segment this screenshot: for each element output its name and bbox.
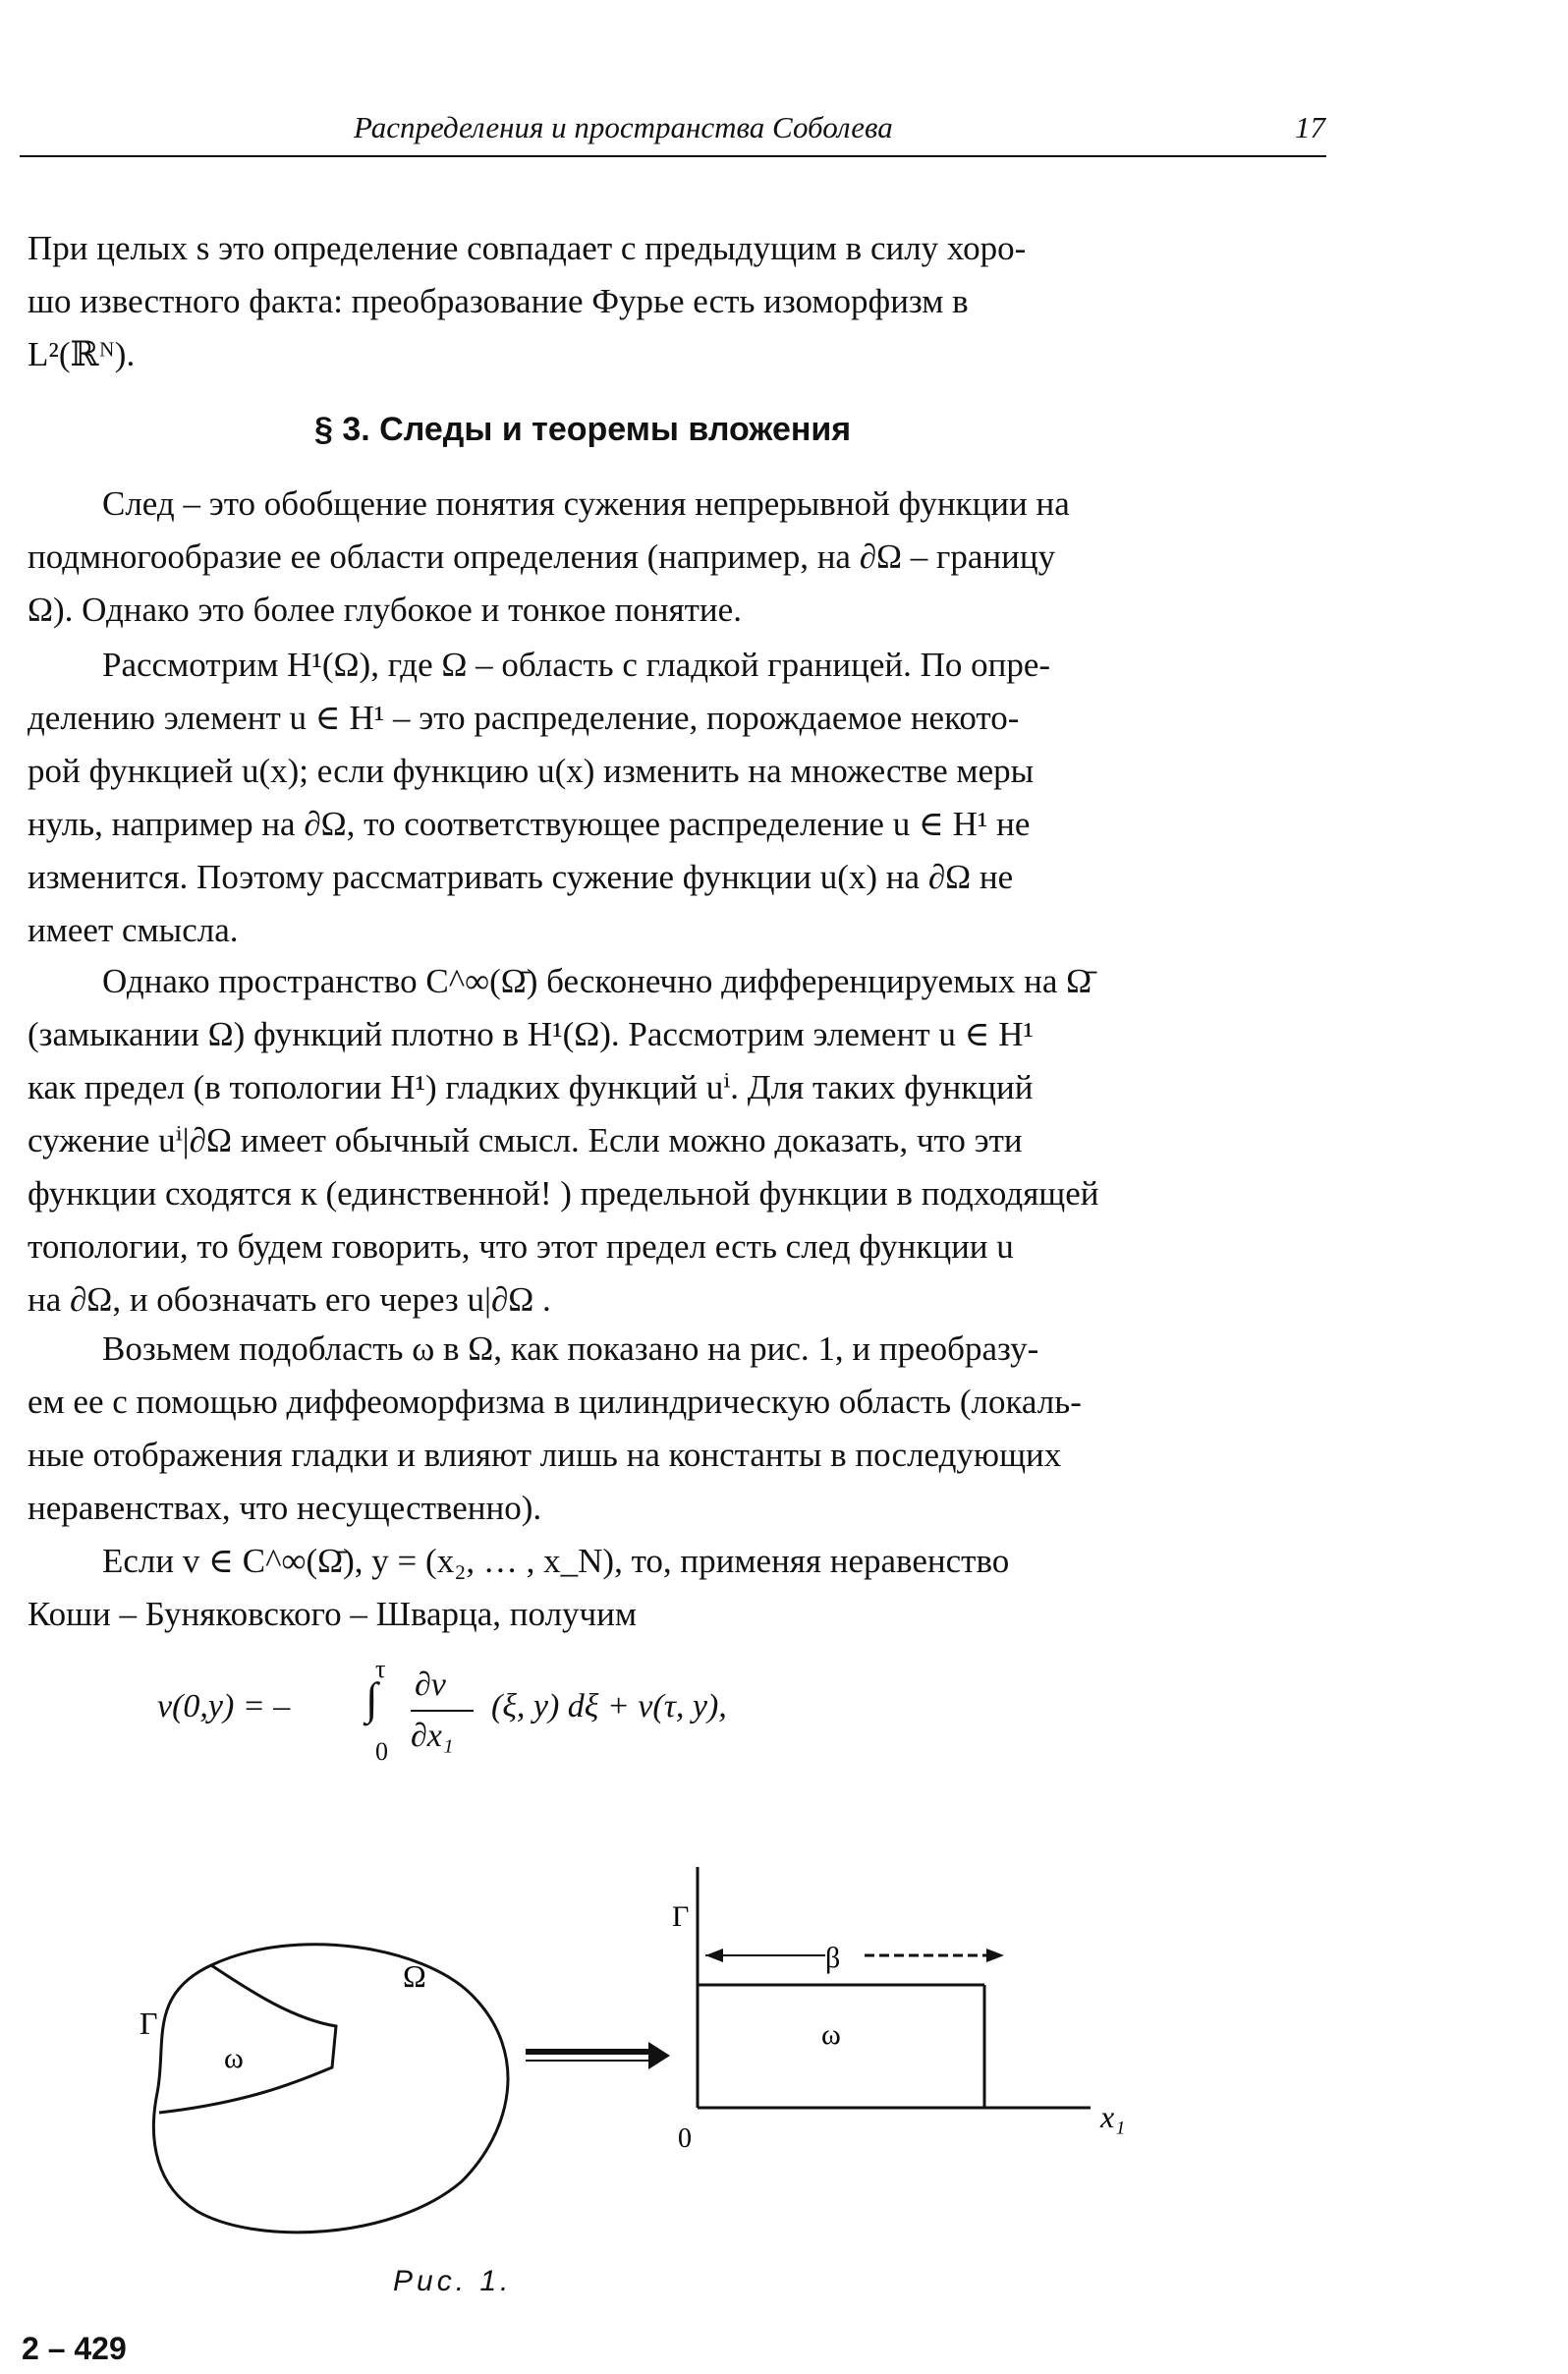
text-line: Если v ∈ C^∞(Ω̄), y = (x₂, … , x_N), то, применяя неравенство [102,1542,1010,1580]
paragraph-h1-element [28,639,1349,957]
text-line: сужение uⁱ|∂Ω имеет обычный смысл. Если можно доказать, что эти [28,1121,1023,1159]
text-line: на ∂Ω, и обозначать его через u|∂Ω . [28,1280,551,1319]
formula-lower-limit: 0 [375,1737,388,1766]
text-line: подмногообразие ее области определения (например, на ∂Ω – границу [28,537,1056,576]
text-line: ные отображения гладки и влияют лишь на константы в последующих [28,1436,1062,1474]
text-line: Рассмотрим H¹(Ω), где Ω – область с гладкой границей. По опре- [102,646,1051,684]
header-rule [20,155,1326,157]
text-line: как предел (в топологии H¹) гладких функций uⁱ. Для таких функций [28,1068,1034,1106]
figure-caption: Рис. 1. [393,2265,513,2297]
text-line: Коши – Буняковского – Шварца, получим [28,1595,638,1633]
formula-integral-sign: ∫ [365,1673,378,1724]
text-line: Возьмем подобласть ω в Ω, как показано на рис. 1, и преобразу- [102,1329,1039,1368]
origin-label: 0 [678,2123,692,2154]
domain-omega-boundary [153,1945,508,2233]
text-line: функции сходятся к (единственной! ) предельной функции в подходящей [28,1174,1099,1213]
formula-upper-limit: τ [375,1655,386,1683]
text-line: ем ее с помощью диффеоморфизма в цилиндрическую область (локаль- [28,1383,1082,1421]
running-header-title: Распределения и пространства Соболева [354,110,893,144]
figure-1 [0,1847,1568,2260]
section-heading: § 3. Следы и теоремы вложения [314,411,852,448]
text-line: Ω). Однако это более глубокое и тонкое понятие. [28,591,742,629]
text-line: шо известного факта: преобразование Фурье есть изоморфизм в [28,282,969,320]
text-line: изменится. Поэтому рассматривать сужение функции u(x) на ∂Ω не [28,858,1014,896]
text-line: нуль, например на ∂Ω, то соответствующее распределение u ∈ H¹ не [28,805,1031,843]
text-line: делению элемент u ∈ H¹ – это распределение, порождаемое некото- [28,699,1020,737]
small-omega-label-right: ω [821,2018,841,2051]
paragraph-trace-definition [28,478,1349,637]
text-line: L²(ℝᴺ). [28,335,136,373]
mapping-arrow [526,2042,670,2069]
formula-fraction-bar [411,1710,474,1712]
intro-paragraph [28,222,1349,381]
text-line: топологии, то будем говорить, что этот предел есть след функции u [28,1227,1014,1266]
x1-axis-label: x₁ [1100,2099,1126,2134]
formula-lhs: v(0,y) = – [157,1688,291,1724]
paragraph-subdomain [28,1323,1349,1535]
gamma-label-right: Γ [672,1900,690,1933]
page-number: 17 [1295,110,1325,144]
text-line: рой функцией u(x); если функцию u(x) изменить на множестве меры [28,752,1035,790]
printer-signature: 2 – 429 [22,2331,127,2366]
gamma-label-left: Γ [140,2006,158,2041]
text-line: След – это обобщение понятия сужения непрерывной функции на [102,484,1070,523]
beta-dimension-arrow [705,1949,1004,1962]
text-line: Однако пространство C^∞(Ω̄) бесконечно дифференцируемых на Ω̄ [102,962,1092,1000]
text-line: При целых s это определение совпадает с предыдущим в силу хоро- [28,229,1027,267]
small-omega-label-left: ω [224,2042,244,2074]
subdomain-omega-cut [159,1965,336,2113]
formula-numerator: ∂v [415,1667,446,1703]
text-line: имеет смысла. [28,911,239,949]
beta-label: β [825,1942,841,1974]
text-line: (замыкании Ω) функций плотно в H¹(Ω). Рассмотрим элемент u ∈ H¹ [28,1015,1035,1053]
paragraph-smooth-approximation [28,955,1349,1327]
formula-denominator: ∂x₁ [411,1718,454,1754]
omega-label-left: Ω [403,1958,426,1994]
text-line: неравенствах, что несущественно). [28,1489,542,1527]
formula-rhs: (ξ, y) dξ + v(τ, y), [491,1688,727,1724]
paragraph-cauchy [28,1535,1349,1641]
